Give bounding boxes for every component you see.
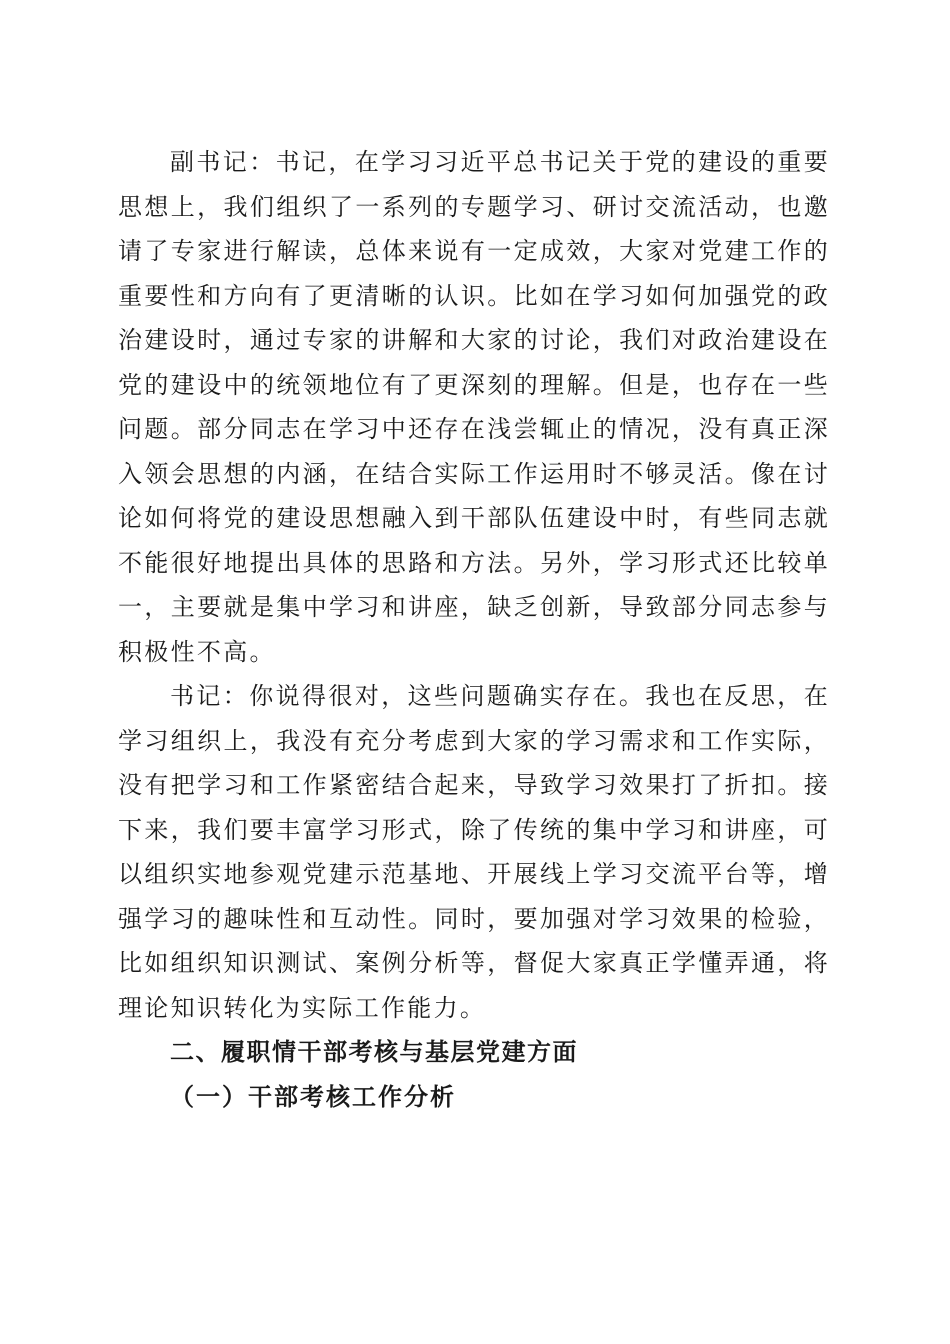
subsection-heading: （一）干部考核工作分析 bbox=[170, 1081, 456, 1111]
section-heading: 二、履职情干部考核与基层党建方面 bbox=[170, 1038, 578, 1066]
paragraph-secretary: 书记：你说得很对，这些问题确实存在。我也在反思，在学习组织上，我没有充分考虑到大家的学习需求和工作实际，没有把学习和工作紧密结合起来，导致学习效果打了折扣。接下来，我们要丰富学习形式，除了传统的集中学习和讲座，可以组织实地参观党建示范基地、开展线上学习交流平台等，增强学习的趣味性和互动性。同时，要加强对学习效果的检验，比如组织知识测试、案例分析等，督促大家真正学懂弄通，将理论知识转化为实际工作能力。 bbox=[118, 682, 830, 1022]
document-body bbox=[118, 140, 830, 1119]
paragraph-deputy-secretary: 副书记：书记，在学习习近平总书记关于党的建设的重要思想上，我们组织了一系列的专题学习、研讨交流活动，也邀请了专家进行解读，总体来说有一定成效，大家对党建工作的重要性和方向有了更清晰的认识。比如在学习如何加强党的政治建设时，通过专家的讲解和大家的讨论，我们对政治建设在党的建设中的统领地位有了更深刻的理解。但是，也存在一些问题。部分同志在学习中还存在浅尝辄止的情况，没有真正深入领会思想的内涵，在结合实际工作运用时不够灵活。像在讨论如何将党的建设思想融入到干部队伍建设中时，有些同志就不能很好地提出具体的思路和方法。另外，学习形式还比较单一，主要就是集中学习和讲座，缺乏创新，导致部分同志参与积极性不高。 bbox=[118, 148, 830, 666]
